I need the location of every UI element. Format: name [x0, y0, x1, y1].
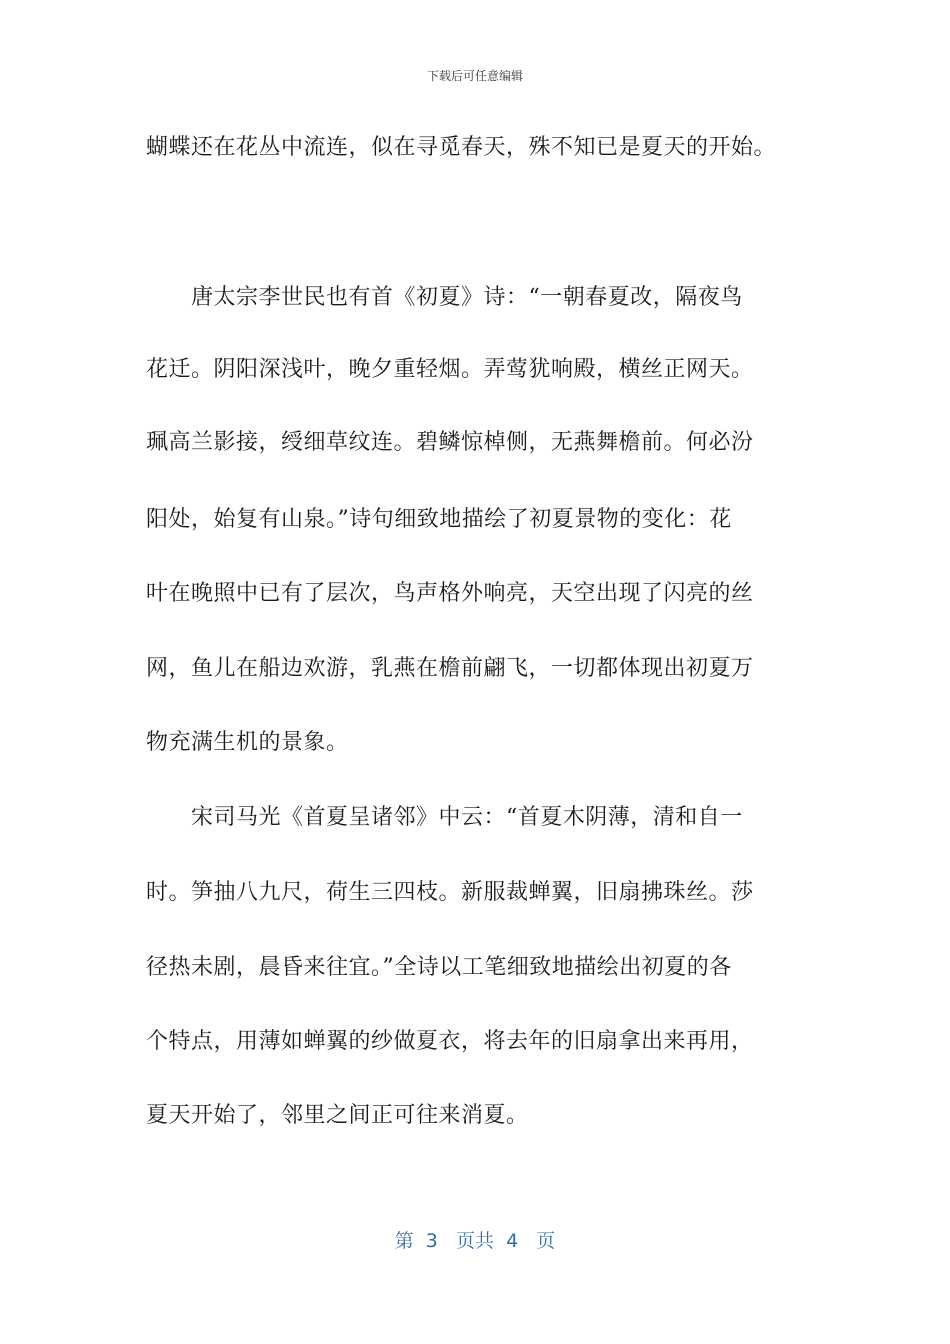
body-line: 花迁。阴阳深浅叶，晚夕重轻烟。弄莺犹响殿，横丝正网天。 [146, 357, 754, 382]
body-line: 宋司马光《首夏呈诸邻》中云：“首夏木阴薄，清和自一 [146, 805, 743, 830]
page-number-footer: 第 3 页共 4 页 [394, 1230, 556, 1252]
body-line: 唐太宗李世民也有首《初夏》诗：“一朝春夏改，隔夜鸟 [146, 285, 743, 310]
body-line: 径热未剧，晨昏来往宜。”全诗以工笔细致地描绘出初夏的各 [146, 955, 732, 980]
body-line: 夏天开始了，邻里之间正可往来消夏。 [146, 1103, 529, 1128]
body-line: 叶在晚照中已有了层次，鸟声格外响亮，天空出现了闪亮的丝 [146, 581, 754, 606]
body-line: 蝴蝶还在花丛中流连，似在寻觅春天，殊不知已是夏天的开始。 [146, 135, 777, 160]
body-line: 物充满生机的景象。 [146, 730, 349, 755]
body-line: 时。笋抽八九尺，荷生三四枝。新服裁蝉翼，旧扇拂珠丝。莎 [146, 880, 754, 905]
body-line: 网，鱼儿在船边欢游，乳燕在檐前翩飞，一切都体现出初夏万 [146, 656, 754, 681]
body-line: 个特点，用薄如蝉翼的纱做夏衣，将去年的旧扇拿出来再用， [146, 1029, 754, 1054]
header-note: 下载后可任意编辑 [426, 69, 523, 83]
body-line: 阳处，始复有山泉。”诗句细致地描绘了初夏景物的变化：花 [146, 507, 732, 532]
body-line: 珮高兰影接，绶细草纹连。碧鳞惊棹侧，无燕舞檐前。何必汾 [146, 430, 754, 455]
